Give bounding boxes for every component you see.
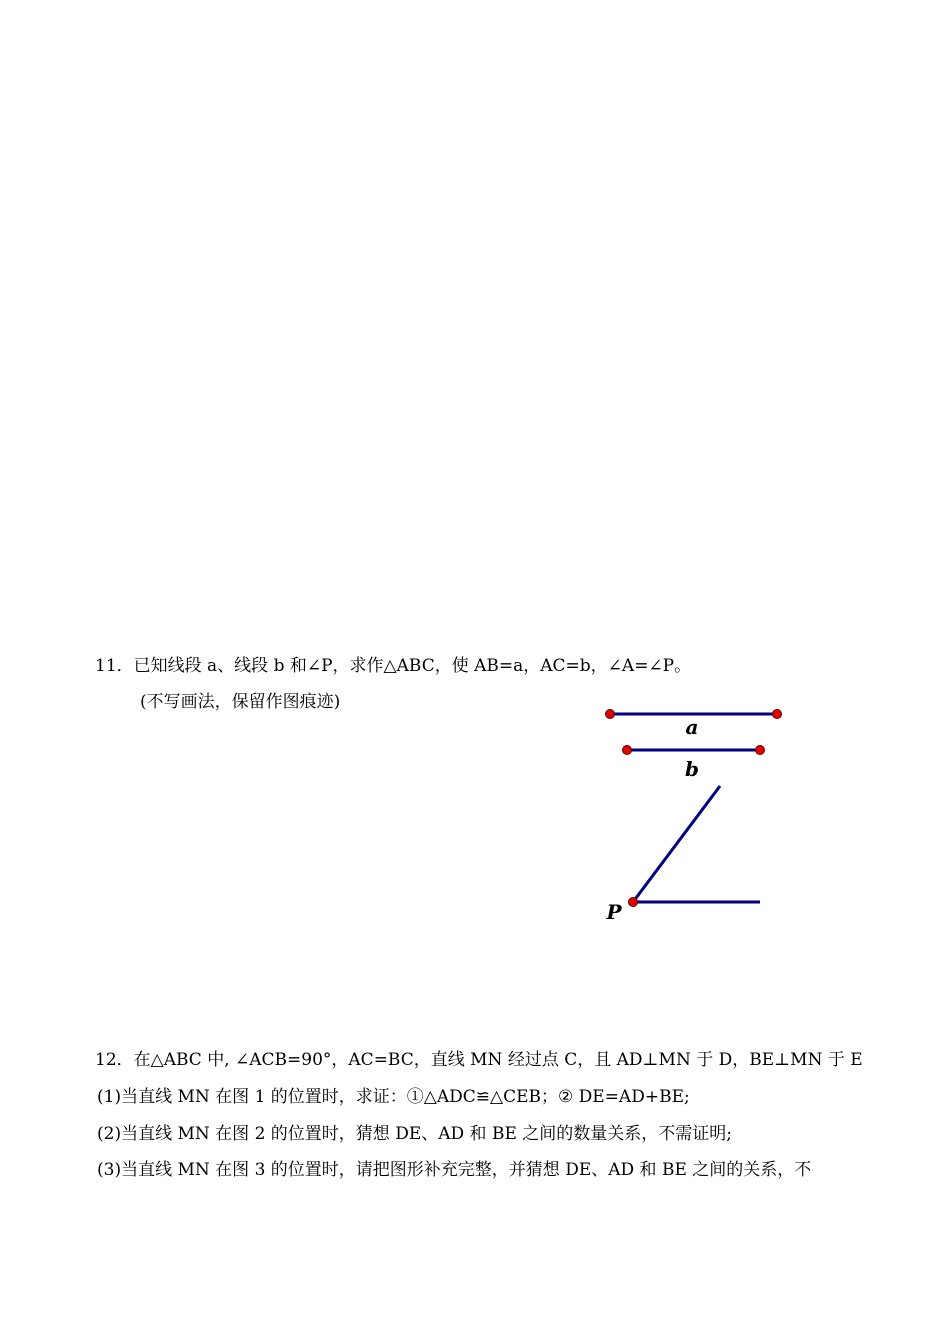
q12-statement: 12．在△ABC 中, ∠ACB=90°，AC=BC，直线 MN 经过点 C，且 AD⊥MN 于 D，BE⊥MN 于 E (95, 1050, 863, 1070)
q12-part-2: (2)当直线 MN 在图 2 的位置时，猜想 DE、AD 和 BE 之间的数量关系，不需证明; (97, 1124, 732, 1144)
q11-statement: 11．已知线段 a、线段 b 和∠P，求作△ABC，使 AB=a，AC=b，∠A=∠P。 (95, 656, 692, 676)
segment-a-end-point (773, 710, 782, 719)
label-p: P (606, 900, 622, 924)
segment-b-start-point (623, 746, 632, 755)
label-a: a (685, 715, 699, 739)
label-b: b (685, 757, 699, 781)
segment-b-end-point (756, 746, 765, 755)
angle-p-ray-upper (633, 786, 720, 902)
angle-p-vertex (629, 898, 638, 907)
q12-part-1: (1)当直线 MN 在图 1 的位置时，求证：①△ADC≌△CEB；② DE=AD+BE; (97, 1087, 690, 1107)
segment-a-start-point (606, 710, 615, 719)
q12-part-3: (3)当直线 MN 在图 3 的位置时，请把图形补充完整，并猜想 DE、AD 和 BE 之间的关系，不 (97, 1160, 812, 1180)
q11-instruction: (不写画法，保留作图痕迹) (140, 692, 341, 712)
q11-construction-figure (595, 700, 795, 930)
